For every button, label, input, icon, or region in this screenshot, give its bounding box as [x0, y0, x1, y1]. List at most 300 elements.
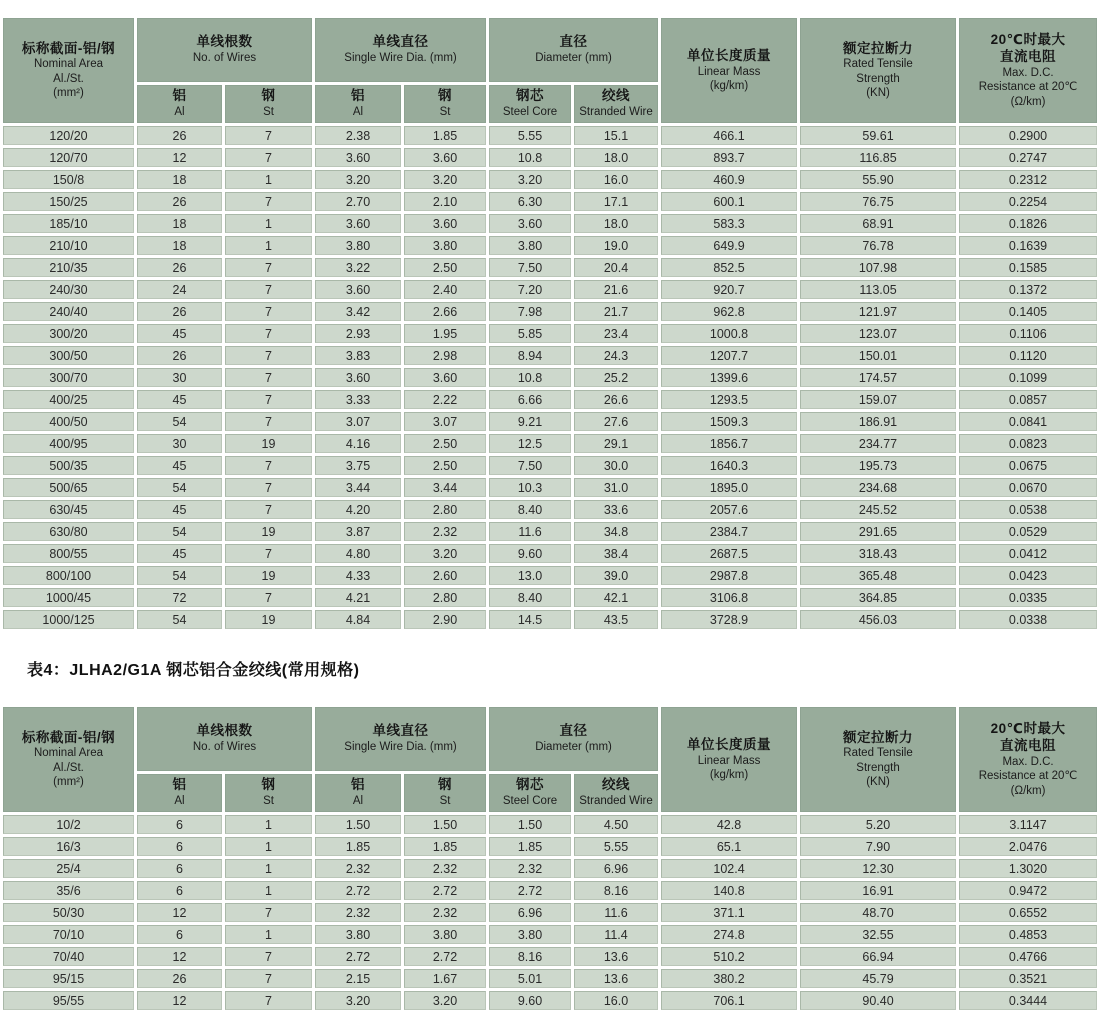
table-row	[3, 324, 1097, 343]
header-line: 直径	[559, 34, 588, 50]
header-line: 20℃时最大	[990, 32, 1066, 48]
table-cell: 54	[137, 566, 222, 585]
table-cell: 24	[137, 280, 222, 299]
table-row	[3, 126, 1097, 145]
header-line: Single Wire Dia. (mm)	[344, 741, 457, 754]
table-header	[3, 18, 1097, 123]
header-line: Al./St.	[53, 72, 84, 85]
table-cell: 2.32	[489, 859, 571, 878]
table-cell: 300/50	[3, 346, 134, 365]
header-line: No. of Wires	[192, 52, 257, 65]
col-header-al-dia	[315, 774, 401, 812]
header-line: Max. D.C.	[1002, 66, 1054, 79]
header-line: 20℃时最大	[990, 721, 1066, 737]
table-cell: 380.2	[661, 969, 797, 988]
table-cell: 3106.8	[661, 588, 797, 607]
table-cell: 2.32	[404, 903, 486, 922]
table-cell: 3.60	[315, 148, 401, 167]
table-cell: 107.98	[800, 258, 956, 277]
table-cell: 13.6	[574, 969, 658, 988]
table-cell: 7	[225, 478, 312, 497]
table-cell: 42.8	[661, 815, 797, 834]
header-line: 标称截面-铝/钢	[21, 40, 116, 56]
table-cell: 43.5	[574, 610, 658, 629]
table-cell: 33.6	[574, 500, 658, 519]
table-cell: 27.6	[574, 412, 658, 431]
table-cell: 7.50	[489, 258, 571, 277]
header-line: 单位长度质量	[687, 736, 772, 752]
table-row	[3, 390, 1097, 409]
table-cell: 70/10	[3, 925, 134, 944]
table-cell: 10/2	[3, 815, 134, 834]
table-cell: 2687.5	[661, 544, 797, 563]
table-cell: 25/4	[3, 859, 134, 878]
table-cell: 12	[137, 947, 222, 966]
header-line: 绞线	[602, 88, 631, 104]
table-cell: 7	[225, 947, 312, 966]
col-header-diameter	[489, 707, 658, 771]
table-cell: 18.0	[574, 214, 658, 233]
table-cell: 1640.3	[661, 456, 797, 475]
table-cell: 54	[137, 522, 222, 541]
table-cell: 240/30	[3, 280, 134, 299]
table-cell: 4.50	[574, 815, 658, 834]
table-cell: 2.40	[404, 280, 486, 299]
col-header-single-wire-dia	[315, 18, 486, 82]
col-header-al-wires	[137, 85, 222, 123]
table-cell: 2.72	[489, 881, 571, 900]
table-cell: 0.0423	[959, 566, 1097, 585]
table-cell: 16.0	[574, 170, 658, 189]
table-row	[3, 192, 1097, 211]
table-cell: 2.10	[404, 192, 486, 211]
table-cell: 630/80	[3, 522, 134, 541]
table-cell: 11.4	[574, 925, 658, 944]
table-cell: 2.72	[315, 947, 401, 966]
header-line: Linear Mass	[697, 754, 761, 767]
header-group-row	[3, 18, 1097, 82]
table-cell: 7	[225, 258, 312, 277]
col-header-st-wires	[225, 85, 312, 123]
table-cell: 26	[137, 126, 222, 145]
col-header-nominal-area	[3, 18, 134, 123]
table-cell: 16.91	[800, 881, 956, 900]
table-header	[3, 707, 1097, 812]
table-cell: 59.61	[800, 126, 956, 145]
table-row	[3, 148, 1097, 167]
table-cell: 400/25	[3, 390, 134, 409]
table-cell: 2.90	[404, 610, 486, 629]
table-cell: 2987.8	[661, 566, 797, 585]
table-cell: 0.2312	[959, 170, 1097, 189]
table-cell: 1207.7	[661, 346, 797, 365]
table-cell: 3.80	[315, 236, 401, 255]
table-cell: 7	[225, 302, 312, 321]
table-cell: 460.9	[661, 170, 797, 189]
table-row	[3, 991, 1097, 1010]
table-cell: 1	[225, 236, 312, 255]
table-cell: 10.3	[489, 478, 571, 497]
header-line: Resistance at 20℃	[978, 81, 1078, 94]
header-line: Linear Mass	[697, 65, 761, 78]
table-cell: 18	[137, 236, 222, 255]
table-cell: 21.7	[574, 302, 658, 321]
table-cell: 8.40	[489, 588, 571, 607]
table-cell: 2384.7	[661, 522, 797, 541]
table-cell: 0.0412	[959, 544, 1097, 563]
header-line: 绞线	[602, 777, 631, 793]
table-cell: 4.20	[315, 500, 401, 519]
table-cell: 2.72	[404, 947, 486, 966]
table-cell: 3.20	[404, 544, 486, 563]
table-cell: 113.05	[800, 280, 956, 299]
table-cell: 274.8	[661, 925, 797, 944]
table-cell: 3.20	[489, 170, 571, 189]
header-line: St	[439, 795, 451, 808]
table-cell: 0.4766	[959, 947, 1097, 966]
header-line: 铝	[172, 88, 187, 104]
header-line: St	[439, 106, 451, 119]
header-line: (mm²)	[53, 776, 84, 789]
table-cell: 14.5	[489, 610, 571, 629]
table-cell: 186.91	[800, 412, 956, 431]
table-cell: 4.33	[315, 566, 401, 585]
table-cell: 11.6	[489, 522, 571, 541]
col-header-stranded-wire	[574, 774, 658, 812]
table-cell: 2.66	[404, 302, 486, 321]
table-row	[3, 610, 1097, 629]
spec-table-2	[0, 704, 1100, 1013]
table-cell: 0.0823	[959, 434, 1097, 453]
table-cell: 649.9	[661, 236, 797, 255]
table-cell: 7	[225, 192, 312, 211]
table-cell: 45	[137, 456, 222, 475]
col-header-al-dia	[315, 85, 401, 123]
table-cell: 1856.7	[661, 434, 797, 453]
table-cell: 39.0	[574, 566, 658, 585]
table-cell: 7	[225, 368, 312, 387]
table-cell: 0.1826	[959, 214, 1097, 233]
table-cell: 26	[137, 969, 222, 988]
table-cell: 3.60	[489, 214, 571, 233]
table-cell: 210/35	[3, 258, 134, 277]
table-cell: 7.98	[489, 302, 571, 321]
table-cell: 3.60	[315, 280, 401, 299]
table-cell: 0.0857	[959, 390, 1097, 409]
header-line: 钢	[438, 88, 453, 104]
table-row	[3, 588, 1097, 607]
table-cell: 3.60	[315, 368, 401, 387]
col-header-linear-mass	[661, 707, 797, 812]
table-cell: 0.0670	[959, 478, 1097, 497]
table-cell: 30	[137, 368, 222, 387]
table-row	[3, 434, 1097, 453]
table-cell: 19	[225, 566, 312, 585]
table-row	[3, 925, 1097, 944]
table-cell: 300/70	[3, 368, 134, 387]
col-header-linear-mass	[661, 18, 797, 123]
table-cell: 3.42	[315, 302, 401, 321]
table-cell: 6.30	[489, 192, 571, 211]
table-cell: 102.4	[661, 859, 797, 878]
table-cell: 2.15	[315, 969, 401, 988]
table-cell: 0.1585	[959, 258, 1097, 277]
table-cell: 0.3444	[959, 991, 1097, 1010]
table-row	[3, 170, 1097, 189]
table-cell: 0.2254	[959, 192, 1097, 211]
table-cell: 0.0529	[959, 522, 1097, 541]
header-line: 单线根数	[196, 34, 253, 50]
table-cell: 0.2900	[959, 126, 1097, 145]
table-cell: 16/3	[3, 837, 134, 856]
header-line: 钢	[438, 777, 453, 793]
table-cell: 19.0	[574, 236, 658, 255]
header-line: (Ω/km)	[1010, 95, 1046, 108]
table-cell: 54	[137, 412, 222, 431]
table-cell: 7.50	[489, 456, 571, 475]
table-cell: 3.87	[315, 522, 401, 541]
col-header-no-of-wires	[137, 707, 312, 771]
table-cell: 4.16	[315, 434, 401, 453]
table-cell: 0.2747	[959, 148, 1097, 167]
table-cell: 95/15	[3, 969, 134, 988]
table-cell: 1000/125	[3, 610, 134, 629]
table-cell: 25.2	[574, 368, 658, 387]
header-line: 钢芯	[516, 777, 545, 793]
header-line: Steel Core	[502, 795, 558, 808]
col-header-steel-core	[489, 774, 571, 812]
table-cell: 2.80	[404, 588, 486, 607]
table-cell: 45	[137, 324, 222, 343]
header-line: (kg/km)	[709, 79, 749, 92]
header-line: 钢	[261, 777, 276, 793]
table-cell: 1.67	[404, 969, 486, 988]
table-cell: 66.94	[800, 947, 956, 966]
table-row	[3, 214, 1097, 233]
table-cell: 3.20	[315, 170, 401, 189]
header-line: 钢芯	[516, 88, 545, 104]
table-row	[3, 837, 1097, 856]
table-cell: 240/40	[3, 302, 134, 321]
table-cell: 706.1	[661, 991, 797, 1010]
table-cell: 4.21	[315, 588, 401, 607]
table-cell: 121.97	[800, 302, 956, 321]
table-cell: 8.16	[489, 947, 571, 966]
table-cell: 291.65	[800, 522, 956, 541]
table-cell: 8.40	[489, 500, 571, 519]
table-cell: 70/40	[3, 947, 134, 966]
col-header-rated-tensile-strength	[800, 18, 956, 123]
col-header-nominal-area	[3, 707, 134, 812]
table-cell: 48.70	[800, 903, 956, 922]
table-cell: 1	[225, 859, 312, 878]
col-header-al-wires	[137, 774, 222, 812]
table-cell: 1.50	[315, 815, 401, 834]
table-cell: 2.22	[404, 390, 486, 409]
table-cell: 466.1	[661, 126, 797, 145]
table-cell: 0.9472	[959, 881, 1097, 900]
table-cell: 4.84	[315, 610, 401, 629]
header-line: 直径	[559, 723, 588, 739]
header-line: St	[263, 795, 274, 808]
table-cell: 583.3	[661, 214, 797, 233]
table-row	[3, 903, 1097, 922]
header-line: (mm²)	[53, 87, 84, 100]
table-cell: 3.80	[404, 925, 486, 944]
header-line: St	[263, 106, 274, 119]
table-cell: 9.60	[489, 544, 571, 563]
table-cell: 38.4	[574, 544, 658, 563]
col-header-st-wires	[225, 774, 312, 812]
header-line: Stranded Wire	[579, 795, 653, 808]
table-cell: 456.03	[800, 610, 956, 629]
table-cell: 7	[225, 903, 312, 922]
table-cell: 1.85	[404, 837, 486, 856]
table-cell: 123.07	[800, 324, 956, 343]
table-cell: 0.1106	[959, 324, 1097, 343]
table-cell: 3.60	[404, 368, 486, 387]
header-line: Nominal Area	[33, 747, 104, 760]
table-cell: 400/50	[3, 412, 134, 431]
header-line: Steel Core	[502, 106, 558, 119]
table-cell: 7	[225, 500, 312, 519]
table-cell: 2.32	[404, 522, 486, 541]
table-cell: 3.75	[315, 456, 401, 475]
table-cell: 3.60	[404, 214, 486, 233]
table-cell: 2.72	[315, 881, 401, 900]
table-row	[3, 412, 1097, 431]
table-cell: 7	[225, 991, 312, 1010]
table-cell: 1000/45	[3, 588, 134, 607]
table-cell: 23.4	[574, 324, 658, 343]
header-line: 钢	[261, 88, 276, 104]
table-cell: 2.32	[315, 859, 401, 878]
table-cell: 65.1	[661, 837, 797, 856]
col-header-st-dia	[404, 85, 486, 123]
table-cell: 364.85	[800, 588, 956, 607]
header-line: 单线根数	[196, 723, 253, 739]
table-cell: 7	[225, 346, 312, 365]
table-cell: 2.50	[404, 258, 486, 277]
table-cell: 1	[225, 170, 312, 189]
table-cell: 2.72	[404, 881, 486, 900]
table-cell: 18	[137, 214, 222, 233]
table-cell: 150/8	[3, 170, 134, 189]
table-row	[3, 815, 1097, 834]
table-cell: 76.75	[800, 192, 956, 211]
table-cell: 18	[137, 170, 222, 189]
table-cell: 140.8	[661, 881, 797, 900]
table-cell: 510.2	[661, 947, 797, 966]
table-cell: 0.0538	[959, 500, 1097, 519]
header-line: 额定拉断力	[843, 40, 914, 56]
col-header-stranded-wire	[574, 85, 658, 123]
header-line: Stranded Wire	[579, 106, 653, 119]
table-row	[3, 280, 1097, 299]
table-cell: 4.80	[315, 544, 401, 563]
table-cell: 3.80	[404, 236, 486, 255]
table-cell: 3.22	[315, 258, 401, 277]
table-row	[3, 368, 1097, 387]
table-cell: 95/55	[3, 991, 134, 1010]
table-cell: 5.01	[489, 969, 571, 988]
table-cell: 50/30	[3, 903, 134, 922]
header-line: Diameter (mm)	[535, 741, 612, 754]
table-cell: 6	[137, 925, 222, 944]
table-row	[3, 302, 1097, 321]
table-cell: 120/20	[3, 126, 134, 145]
col-header-rated-tensile-strength	[800, 707, 956, 812]
table-cell: 2.93	[315, 324, 401, 343]
header-line: Rated Tensile	[843, 58, 913, 71]
table-cell: 893.7	[661, 148, 797, 167]
header-line: (KN)	[866, 87, 890, 100]
table-row	[3, 859, 1097, 878]
table-cell: 185/10	[3, 214, 134, 233]
table-cell: 234.68	[800, 478, 956, 497]
table-cell: 6.66	[489, 390, 571, 409]
header-line: Single Wire Dia. (mm)	[344, 52, 457, 65]
table-cell: 30.0	[574, 456, 658, 475]
table-row	[3, 969, 1097, 988]
table-cell: 18.0	[574, 148, 658, 167]
table-cell: 0.0841	[959, 412, 1097, 431]
table-cell: 920.7	[661, 280, 797, 299]
table-cell: 0.1639	[959, 236, 1097, 255]
table-cell: 3.60	[404, 148, 486, 167]
table-cell: 3.33	[315, 390, 401, 409]
table-cell: 7	[225, 148, 312, 167]
table-cell: 19	[225, 522, 312, 541]
col-header-no-of-wires	[137, 18, 312, 82]
table-cell: 174.57	[800, 368, 956, 387]
col-header-st-dia	[404, 774, 486, 812]
header-line: 直流电阻	[1000, 737, 1057, 753]
table-cell: 3.60	[315, 214, 401, 233]
table-cell: 7	[225, 544, 312, 563]
table-cell: 1	[225, 214, 312, 233]
table-cell: 3.07	[404, 412, 486, 431]
table-cell: 34.8	[574, 522, 658, 541]
table-cell: 2.50	[404, 456, 486, 475]
col-header-dc-resistance	[959, 18, 1097, 123]
header-line: Al	[174, 106, 185, 119]
header-line: 标称截面-铝/钢	[21, 729, 116, 745]
table-cell: 159.07	[800, 390, 956, 409]
table-cell: 0.4853	[959, 925, 1097, 944]
header-group-row	[3, 707, 1097, 771]
table-cell: 210/10	[3, 236, 134, 255]
table-cell: 7	[225, 280, 312, 299]
table-cell: 45	[137, 500, 222, 519]
table-cell: 5.20	[800, 815, 956, 834]
table-row	[3, 478, 1097, 497]
header-line: Nominal Area	[33, 58, 104, 71]
spec-table-1	[0, 15, 1100, 632]
table-cell: 2.70	[315, 192, 401, 211]
table-cell: 2.80	[404, 500, 486, 519]
table-cell: 630/45	[3, 500, 134, 519]
table-cell: 10.8	[489, 148, 571, 167]
table-row	[3, 881, 1097, 900]
table-cell: 0.1099	[959, 368, 1097, 387]
header-line: 直流电阻	[1000, 48, 1057, 64]
table-cell: 7	[225, 324, 312, 343]
table-cell: 26.6	[574, 390, 658, 409]
table-body	[3, 126, 1097, 629]
table-cell: 3.44	[404, 478, 486, 497]
header-line: Strength	[856, 761, 900, 774]
